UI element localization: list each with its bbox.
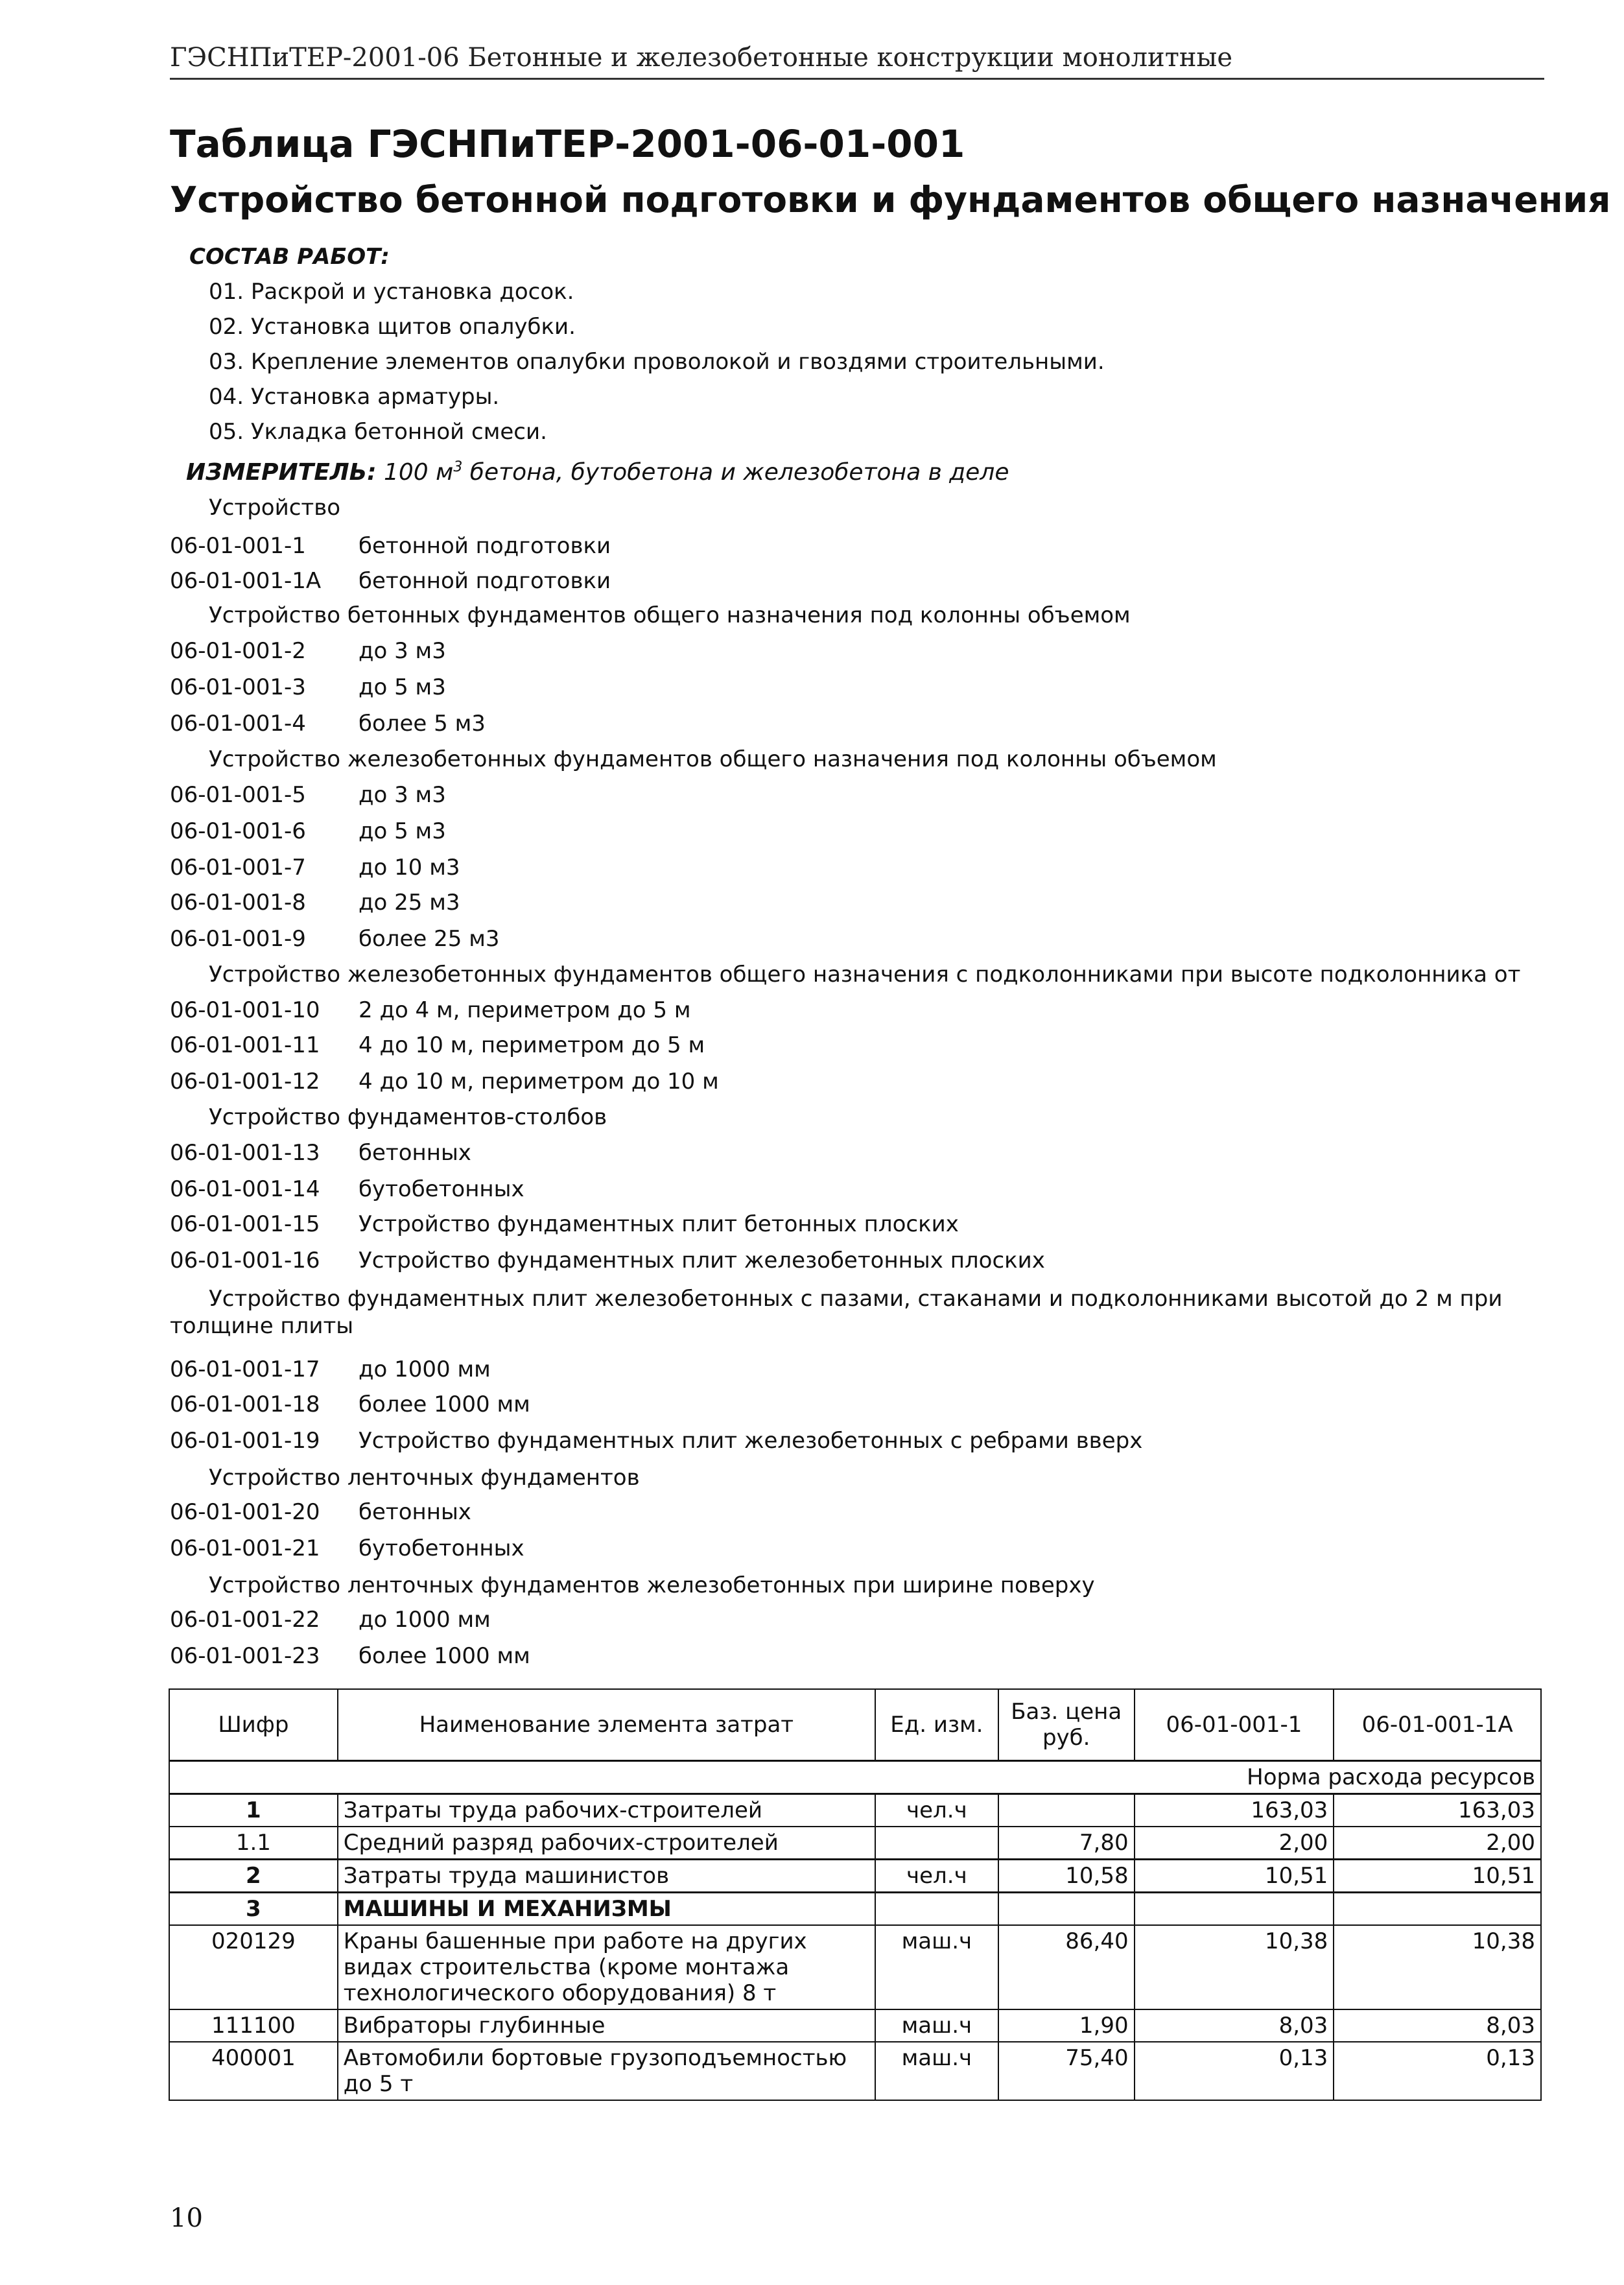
cell-value-1: 2,00 [1135,1827,1334,1860]
header-unit: Ед. изм. [875,1689,998,1761]
cell-value-1 [1135,1893,1334,1926]
code-entry: 06-01-001-15 [170,1211,320,1237]
composition-item: 02. Установка щитов опалубки. [209,314,576,340]
cell-name: Автомобили бортовые грузоподъемностью до 5 т [338,2042,875,2100]
cell-unit [875,1893,998,1926]
code-description: бутобетонных [359,1176,524,1202]
code-entry: 06-01-001-11 [170,1032,320,1058]
code-description: более 1000 мм [359,1391,530,1417]
code-entry: 06-01-001-8 [170,890,306,916]
norm-row [169,1761,1541,1794]
measure-rest: бетона, бутобетона и железобетона в деле [462,459,1009,486]
code-description: до 1000 мм [359,1607,491,1633]
group-heading: Устройство ленточных фундаментов [209,1465,640,1491]
cell-price: 75,40 [998,2042,1135,2100]
code-description: Устройство фундаментных плит железобетонных с ребрами вверх [359,1428,1143,1454]
code-description: более 5 м3 [359,711,486,737]
code-entry: 06-01-001-4 [170,711,306,737]
composition-label: СОСТАВ РАБОТ: [189,244,390,270]
cell-value-1: 10,38 [1135,1925,1334,2009]
header-price-line1: Баз. цена [1011,1699,1122,1725]
cell-unit: маш.ч [875,1925,998,2009]
code-entry: 06-01-001-20 [170,1499,320,1525]
code-entry: 06-01-001-10 [170,997,320,1023]
measure-value: 100 м [383,459,454,486]
resource-table [169,1688,1542,2101]
measure-line [186,459,1009,486]
table-row [169,1827,1541,1860]
group-heading: Устройство железобетонных фундаментов общего назначения под колонны объемом [209,746,1217,772]
cell-unit: чел.ч [875,1860,998,1893]
group-heading: Устройство [209,495,341,521]
cell-value-1a: 163,03 [1334,1794,1541,1827]
group-heading: Устройство железобетонных фундаментов общего назначения с подколонниками при высоте подколонника от [209,962,1521,988]
code-entry: 06-01-001-16 [170,1248,320,1273]
code-description: 2 до 4 м, периметром до 5 м [359,997,691,1023]
code-description: до 5 м3 [359,674,446,700]
page-number: 10 [170,2203,203,2233]
code-description: Устройство фундаментных плит железобетонных плоских [359,1248,1045,1273]
measure-label: ИЗМЕРИТЕЛЬ: [186,459,377,486]
code-entry: 06-01-001-13 [170,1140,320,1166]
cell-price: 7,80 [998,1827,1135,1860]
composition-item: 05. Укладка бетонной смеси. [209,419,547,445]
code-entry: 06-01-001-1 [170,533,306,559]
code-entry: 06-01-001-22 [170,1607,320,1633]
table-row [169,2042,1541,2100]
measure-sup: 3 [453,459,463,475]
code-entry: 06-01-001-23 [170,1643,320,1669]
cell-name: МАШИНЫ И МЕХАНИЗМЫ [338,1893,875,1926]
group-heading: Устройство фундаментов-столбов [209,1104,607,1130]
code-description: до 10 м3 [359,855,460,881]
code-description: до 1000 мм [359,1356,491,1382]
table-header-row [169,1689,1541,1761]
code-description: бутобетонных [359,1535,524,1561]
table-row [169,1925,1541,2009]
cell-price: 86,40 [998,1925,1135,2009]
header-col-1: 06-01-001-1 [1135,1689,1334,1761]
cell-price [998,1794,1135,1827]
composition-item: 04. Установка арматуры. [209,384,500,410]
cell-code: 3 [169,1893,338,1926]
cell-code: 1.1 [169,1827,338,1860]
cell-price: 10,58 [998,1860,1135,1893]
table-subtitle: Устройство бетонной подготовки и фундаментов общего назначения [170,179,1611,220]
header-price [998,1689,1135,1761]
cell-value-1a [1334,1893,1541,1926]
composition-item: 03. Крепление элементов опалубки проволокой и гвоздями строительными. [209,349,1105,375]
code-description: до 25 м3 [359,890,460,916]
cell-price: 1,90 [998,2009,1135,2042]
header-code: Шифр [169,1689,338,1761]
cell-value-1a: 0,13 [1334,2042,1541,2100]
code-description: более 25 м3 [359,926,500,952]
cell-name: Затраты труда рабочих-строителей [338,1794,875,1827]
code-entry: 06-01-001-17 [170,1356,320,1382]
cell-value-1a: 2,00 [1334,1827,1541,1860]
cell-name: Средний разряд рабочих-строителей [338,1827,875,1860]
cell-name: Вибраторы глубинные [338,2009,875,2042]
code-description: до 3 м3 [359,782,446,808]
cell-unit: маш.ч [875,2042,998,2100]
code-description: до 5 м3 [359,818,446,844]
table-row [169,1794,1541,1827]
cell-value-1a: 8,03 [1334,2009,1541,2042]
code-entry: 06-01-001-19 [170,1428,320,1454]
code-description: бетонной подготовки [359,568,611,594]
cell-value-1: 0,13 [1135,2042,1334,2100]
cell-name: Краны башенные при работе на других видах строительства (кроме монтажа технологического оборудования) 8 т [338,1925,875,2009]
code-entry: 06-01-001-6 [170,818,306,844]
header-col-1a: 06-01-001-1А [1334,1689,1541,1761]
code-description: бетонных [359,1140,471,1166]
code-entry: 06-01-001-9 [170,926,306,952]
code-entry: 06-01-001-12 [170,1069,320,1095]
cell-code: 2 [169,1860,338,1893]
cell-value-1: 163,03 [1135,1794,1334,1827]
code-description: более 1000 мм [359,1643,530,1669]
code-entry: 06-01-001-18 [170,1391,320,1417]
code-description: Устройство фундаментных плит бетонных плоских [359,1211,959,1237]
cell-value-1: 8,03 [1135,2009,1334,2042]
cell-code: 111100 [169,2009,338,2042]
cell-unit: чел.ч [875,1794,998,1827]
composition-item: 01. Раскрой и установка досок. [209,279,574,305]
code-entry: 06-01-001-14 [170,1176,320,1202]
group-heading: Устройство бетонных фундаментов общего назначения под колонны объемом [209,602,1131,628]
table-title: Таблица ГЭСНПиТЕР-2001-06-01-001 [170,122,965,166]
table-section-row [169,1893,1541,1926]
running-header: ГЭСНПиТЕР-2001-06 Бетонные и железобетонные конструкции монолитные [170,43,1544,80]
header-name: Наименование элемента затрат [338,1689,875,1761]
cell-code: 400001 [169,2042,338,2100]
cell-value-1a: 10,38 [1334,1925,1541,2009]
group-heading-continued: толщине плиты [170,1313,354,1339]
header-price-line2: руб. [1042,1725,1090,1751]
cell-price [998,1893,1135,1926]
code-entry: 06-01-001-3 [170,674,306,700]
cell-value-1: 10,51 [1135,1860,1334,1893]
cell-name: Затраты труда машинистов [338,1860,875,1893]
table-row [169,1860,1541,1893]
cell-code: 020129 [169,1925,338,2009]
code-entry: 06-01-001-21 [170,1535,320,1561]
code-description: 4 до 10 м, периметром до 5 м [359,1032,705,1058]
code-description: бетонной подготовки [359,533,611,559]
cell-unit: маш.ч [875,2009,998,2042]
code-description: бетонных [359,1499,471,1525]
cell-code: 1 [169,1794,338,1827]
code-entry: 06-01-001-5 [170,782,306,808]
code-description: 4 до 10 м, периметром до 10 м [359,1069,719,1095]
norm-label: Норма расхода ресурсов [169,1761,1541,1794]
cell-value-1a: 10,51 [1334,1860,1541,1893]
group-heading: Устройство фундаментных плит железобетонных с пазами, стаканами и подколонниками высотой до 2 м при [209,1286,1503,1312]
code-entry: 06-01-001-2 [170,638,306,664]
code-description: до 3 м3 [359,638,446,664]
table-row [169,2009,1541,2042]
code-entry: 06-01-001-1А [170,568,322,594]
cell-unit [875,1827,998,1860]
group-heading: Устройство ленточных фундаментов железобетонных при ширине поверху [209,1572,1095,1598]
code-entry: 06-01-001-7 [170,855,306,881]
